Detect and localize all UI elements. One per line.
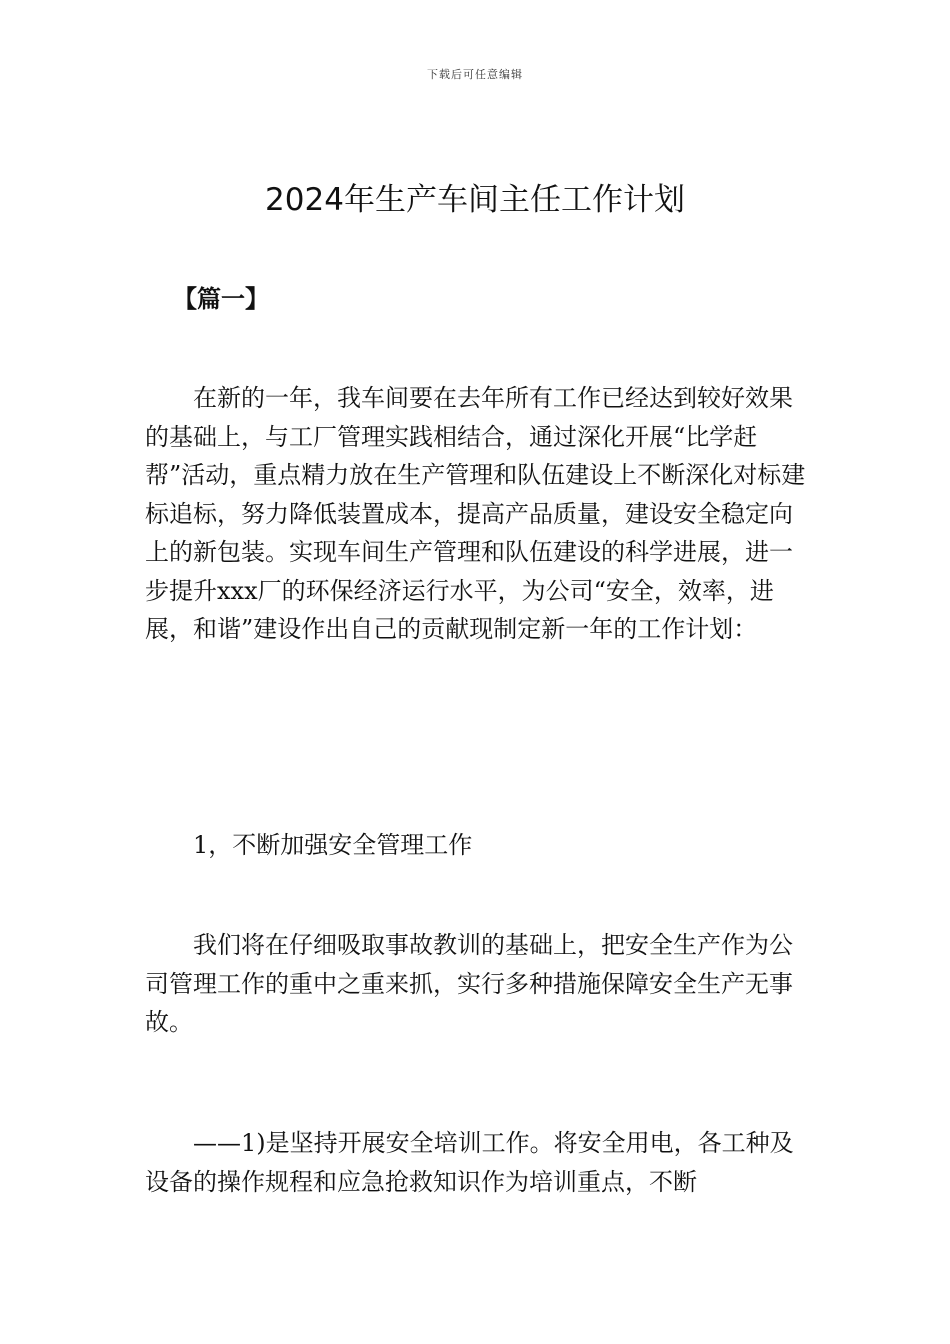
document-title: 2024年生产车间主任工作计划: [265, 182, 685, 218]
header-note: 下载后可任意编辑: [427, 68, 523, 81]
safety-paragraph: 我们将在仔细吸取事故教训的基础上，把安全生产作为公司管理工作的重中之重来抓，实行多种措施保障安全生产无事故。: [145, 931, 793, 1036]
training-paragraph: ——1)是坚持开展安全培训工作。将安全用电，各工种及设备的操作规程和应急抢救知识作为培训重点，不断: [145, 1129, 794, 1196]
section-label: 【篇一】: [173, 284, 269, 313]
intro-paragraph: 在新的一年，我车间要在去年所有工作已经达到较好效果的基础上，与工厂管理实践相结合，通过深化开展“比学赶帮”活动，重点精力放在生产管理和队伍建设上不断深化对标建标追标，努力降低装置成本，提高产品质量，建设安全稳定向上的新包装。实现车间生产管理和队伍建设的科学进展，进一步提升xxx厂的环保经济运行水平，为公司“安全，效率，进展，和谐”建设作出自己的贡献现制定新一年的工作计划：: [145, 384, 806, 643]
section-heading: 1，不断加强安全管理工作: [193, 831, 473, 859]
